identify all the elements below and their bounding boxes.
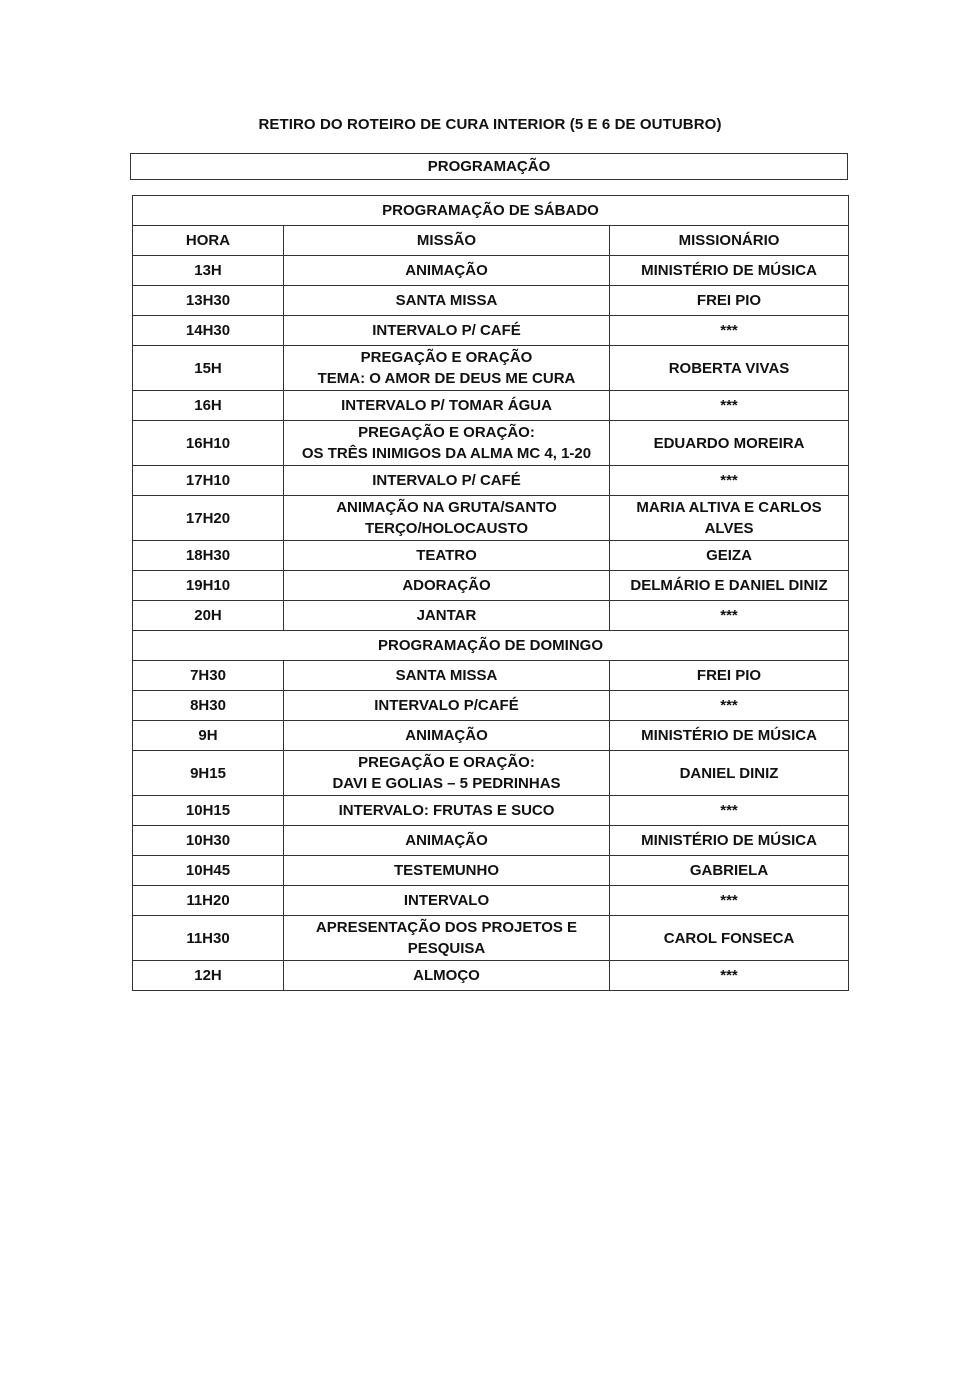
cell-missao [284,421,610,466]
table-row [133,421,849,466]
schedule-table [132,195,849,991]
cell-missao [284,466,610,496]
cell-missionario [610,961,849,991]
cell-missionario [610,256,849,286]
missionario-line: *** [720,802,738,819]
missao-line: PREGAÇÃO E ORAÇÃO: [358,424,535,441]
cell-missionario [610,541,849,571]
cell-hora: 7H30 [133,661,284,691]
cell-missao [284,796,610,826]
cell-missionario [610,496,849,541]
missionario-line: FREI PIO [696,292,762,309]
table-row [133,661,849,691]
table-row [133,316,849,346]
cell-missao [284,286,610,316]
missao-line: ANIMAÇÃO [405,727,488,744]
missionario-line: *** [720,967,738,984]
cell-missionario [610,316,849,346]
missao-line: SANTA MISSA [395,292,498,309]
cell-missionario [610,751,849,796]
table-row [133,886,849,916]
header-row [133,226,849,256]
missionario-line: *** [720,472,738,489]
missao-line: APRESENTAÇÃO DOS PROJETOS E [315,919,578,936]
missao-line: DAVI E GOLIAS – 5 PEDRINHAS [332,775,561,792]
cell-hora: 10H30 [133,826,284,856]
missionario-line: *** [720,697,738,714]
missao-line: ANIMAÇÃO [405,832,488,849]
cell-missionario [610,421,849,466]
cell-missionario [610,571,849,601]
table-row [133,961,849,991]
cell-missao [284,391,610,421]
cell-missionario [610,391,849,421]
cell-hora: 13H30 [133,286,284,316]
missao-line: SANTA MISSA [395,667,498,684]
missionario-line: FREI PIO [696,667,762,684]
missionario-line: EDUARDO MOREIRA [653,434,805,452]
document-title: RETIRO DO ROTEIRO DE CURA INTERIOR (5 E 6 DE OUTUBRO) [258,116,722,133]
cell-missao [284,571,610,601]
cell-hora: 18H30 [133,541,284,571]
missao-line: INTERVALO P/ TOMAR ÁGUA [341,397,552,414]
programacao-heading: PROGRAMAÇÃO [130,153,848,180]
cell-hora: 17H10 [133,466,284,496]
section-row-sabado [133,196,849,226]
missao-line: TEATRO [416,547,477,564]
missionario-line: *** [720,607,738,624]
cell-missao [284,661,610,691]
missao-line: PREGAÇÃO E ORAÇÃO [360,349,533,366]
missionario-line: MINISTÉRIO DE MÚSICA [641,262,817,279]
cell-missionario [610,346,849,391]
cell-missionario [610,721,849,751]
missao-line: INTERVALO P/ CAFÉ [372,322,521,339]
cell-missao [284,691,610,721]
cell-hora: 16H10 [133,421,284,466]
missionario-line: *** [720,397,738,414]
cell-hora: 13H [133,256,284,286]
cell-hora: 8H30 [133,691,284,721]
table-row [133,721,849,751]
table-row [133,496,849,541]
cell-hora: 12H [133,961,284,991]
missao-line: TERÇO/HOLOCAUSTO [364,520,529,537]
missao-line: INTERVALO P/CAFÉ [374,697,519,714]
missao-line: INTERVALO [403,892,490,909]
table-row [133,751,849,796]
table-row [133,601,849,631]
cell-missao [284,541,610,571]
cell-missionario [610,796,849,826]
cell-hora: 19H10 [133,571,284,601]
missionario-line: ALVES [704,520,754,537]
table-row [133,856,849,886]
missao-line: PESQUISA [407,940,486,957]
missionario-line: MINISTÉRIO DE MÚSICA [641,727,817,744]
cell-hora: 20H [133,601,284,631]
cell-missao [284,256,610,286]
cell-missao [284,346,610,391]
cell-missao [284,961,610,991]
cell-hora: 9H [133,721,284,751]
header-missionario: MISSIONÁRIO [610,226,849,256]
cell-missao [284,751,610,796]
cell-missionario [610,466,849,496]
cell-hora: 9H15 [133,751,284,796]
missao-line: ANIMAÇÃO NA GRUTA/SANTO [336,499,557,516]
table-row [133,346,849,391]
table-row [133,916,849,961]
cell-hora: 16H [133,391,284,421]
missao-line: ALMOÇO [413,967,480,984]
cell-hora: 10H45 [133,856,284,886]
missionario-line: GABRIELA [689,862,769,879]
missao-line: INTERVALO: FRUTAS E SUCO [338,802,555,819]
cell-missionario [610,856,849,886]
cell-hora: 15H [133,346,284,391]
missionario-line: *** [720,322,738,339]
missao-line: INTERVALO P/ CAFÉ [372,472,521,489]
table-row [133,571,849,601]
missao-line: ADORAÇÃO [402,577,491,594]
cell-hora: 14H30 [133,316,284,346]
cell-missionario [610,691,849,721]
cell-missao [284,316,610,346]
schedule-body [133,196,849,991]
cell-hora: 10H15 [133,796,284,826]
cell-missionario [610,286,849,316]
cell-missionario [610,826,849,856]
cell-missionario [610,661,849,691]
cell-missao [284,826,610,856]
section-title-domingo: PROGRAMAÇÃO DE DOMINGO [133,631,849,661]
cell-hora: 11H20 [133,886,284,916]
missao-line: PREGAÇÃO E ORAÇÃO: [358,754,535,771]
cell-missao [284,721,610,751]
missionario-line: DANIEL DINIZ [679,764,779,782]
header-hora: HORA [133,226,284,256]
table-row [133,391,849,421]
cell-missionario [610,601,849,631]
table-row [133,466,849,496]
cell-missionario [610,916,849,961]
missionario-line: MINISTÉRIO DE MÚSICA [641,832,817,849]
missionario-line: *** [720,892,738,909]
table-row [133,691,849,721]
cell-missao [284,496,610,541]
cell-missionario [610,886,849,916]
header-missao: MISSÃO [284,226,610,256]
cell-missao [284,601,610,631]
missionario-line: ROBERTA VIVAS [668,359,790,377]
cell-hora: 17H20 [133,496,284,541]
table-row [133,286,849,316]
cell-missao [284,886,610,916]
missao-line: TEMA: O AMOR DE DEUS ME CURA [317,370,576,387]
cell-missao [284,916,610,961]
missao-line: TESTEMUNHO [394,862,499,879]
missao-line: OS TRÊS INIMIGOS DA ALMA MC 4, 1-20 [301,445,592,462]
missao-line: ANIMAÇÃO [405,262,488,279]
table-row [133,256,849,286]
missao-line: JANTAR [416,607,477,624]
missionario-line: CAROL FONSECA [663,929,795,947]
section-row-domingo [133,631,849,661]
table-row [133,826,849,856]
table-row [133,796,849,826]
missionario-line: DELMÁRIO E DANIEL DINIZ [630,577,828,594]
section-title-sabado: PROGRAMAÇÃO DE SÁBADO [133,196,849,226]
cell-missao [284,856,610,886]
table-row [133,541,849,571]
cell-hora: 11H30 [133,916,284,961]
missionario-line: GEIZA [706,547,752,564]
missionario-line: MARIA ALTIVA E CARLOS [636,499,822,516]
